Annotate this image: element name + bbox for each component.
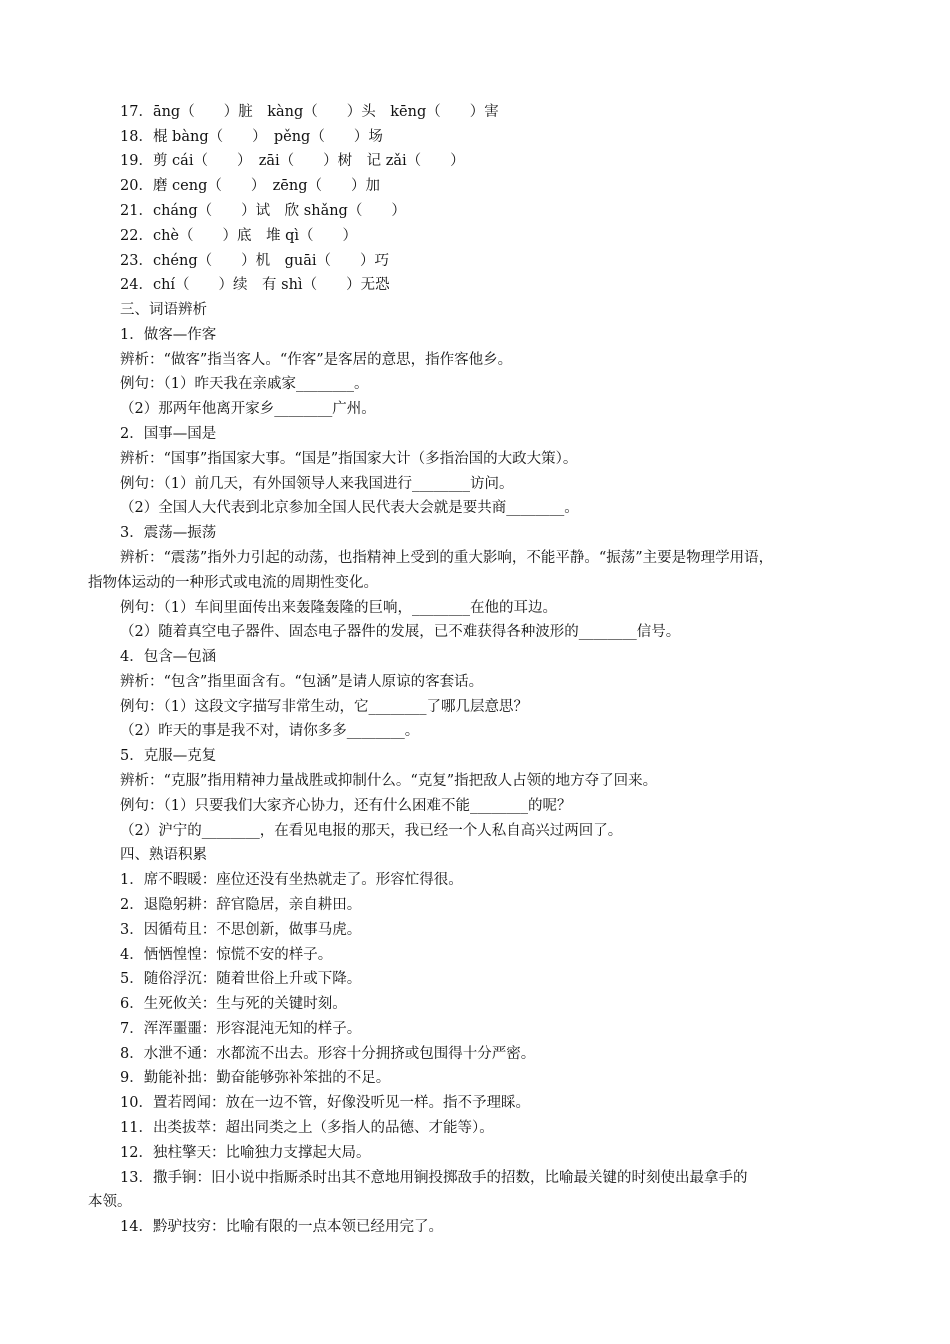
text-line: 12．独柱擎天：比喻独力支撑起大局。 — [120, 1145, 371, 1161]
item-title: 2．国事—国是 — [120, 426, 217, 442]
text-line: 5．随俗浮沉：随着世俗上升或下降。 — [120, 971, 362, 987]
text-line: 例句：（1）车间里面传出来轰隆轰隆的巨响，________在他的耳边。 — [120, 600, 557, 616]
text-line: 9．勤能补拙：勤奋能够弥补笨拙的不足。 — [120, 1070, 391, 1086]
text-line: 本领。 — [88, 1194, 132, 1210]
text-line: 3．因循苟且：不思创新，做事马虎。 — [120, 922, 362, 938]
text-line: 18．棍 bàng（ ） pěng（ ）场 — [120, 129, 383, 145]
text-line: 14．黔驴技穷：比喻有限的一点本领已经用完了。 — [120, 1219, 443, 1235]
text-line: 19．剪 cái（ ） zāi（ ）树 记 zǎi（ ） — [120, 153, 465, 169]
section-heading: 三、词语辨析 — [120, 302, 207, 318]
text-line: 10．置若罔闻：放在一边不管，好像没听见一样。指不予理睬。 — [120, 1095, 530, 1111]
text-line: （2）沪宁的________，在看见电报的那天，我已经一个人私自高兴过两回了。 — [120, 823, 623, 839]
text-line: 7．浑浑噩噩：形容混沌无知的样子。 — [120, 1021, 362, 1037]
text-line: 指物体运动的一种形式或电流的周期性变化。 — [88, 575, 378, 591]
text-line: 2．退隐躬耕：辞官隐居，亲自耕田。 — [120, 897, 362, 913]
item-title: 3．震荡—振荡 — [120, 525, 217, 541]
text-line: 8．水泄不通：水都流不出去。形容十分拥挤或包围得十分严密。 — [120, 1046, 536, 1062]
section-heading: 四、熟语积累 — [120, 847, 207, 863]
text-line: 辨析：“国事”指国家大事。“国是”指国家大计（多指治国的大政大策）。 — [120, 451, 578, 467]
text-line: 23．chéng（ ）机 guāi（ ）巧 — [120, 253, 390, 269]
text-line: 1．席不暇暖：座位还没有坐热就走了。形容忙得很。 — [120, 872, 463, 888]
text-line: 辨析：“克服”指用精神力量战胜或抑制什么。“克复”指把敌人占领的地方夺了回来。 — [120, 773, 658, 789]
text-line: 6．生死攸关：生与死的关键时刻。 — [120, 996, 347, 1012]
item-title: 1．做客—作客 — [120, 327, 217, 343]
text-line: 11．出类拔萃：超出同类之上（多指人的品德、才能等）。 — [120, 1120, 494, 1136]
text-line: 13．撒手锏：旧小说中指厮杀时出其不意地用锏投掷敌手的招数，比喻最关键的时刻使出最拿手的 — [120, 1170, 748, 1186]
text-line: （2）全国人大代表到北京参加全国人民代表大会就是要共商________。 — [120, 500, 579, 516]
text-line: 例句：（1）昨天我在亲戚家________。 — [120, 376, 369, 392]
text-line: 22．chè（ ）底 堆 qì（ ） — [120, 228, 358, 244]
item-title: 4．包含—包涵 — [120, 649, 217, 665]
text-line: （2）随着真空电子器件、固态电子器件的发展，已不难获得各种波形的________信号。 — [120, 624, 681, 640]
text-line: 17．āng（ ）脏 kàng（ ）头 kēng（ ）害 — [120, 104, 499, 120]
text-line: 辨析：“震荡”指外力引起的动荡，也指精神上受到的重大影响，不能平静。“振荡”主要是物理学用语， — [120, 550, 774, 566]
text-line: 4．恓恓惶惶：惊慌不安的样子。 — [120, 947, 333, 963]
text-line: 20．磨 ceng（ ） zēng（ ）加 — [120, 178, 380, 194]
text-line: 例句：（1）这段文字描写非常生动，它________了哪几层意思？ — [120, 699, 528, 715]
text-line: 例句：（1）前几天，有外国领导人来我国进行________访问。 — [120, 476, 514, 492]
text-line: 辨析：“包含”指里面含有。“包涵”是请人原谅的客套话。 — [120, 674, 484, 690]
text-line: 24．chí（ ）续 有 shì（ ）无恐 — [120, 277, 390, 293]
text-line: 例句：（1）只要我们大家齐心协力，还有什么困难不能________的呢？ — [120, 798, 572, 814]
item-title: 5．克服—克复 — [120, 748, 217, 764]
text-line: （2）那两年他离开家乡________广州。 — [120, 401, 376, 417]
text-line: 辨析：“做客”指当客人。“作客”是客居的意思，指作客他乡。 — [120, 352, 513, 368]
text-line: （2）昨天的事是我不对，请你多多________。 — [120, 723, 420, 739]
text-line: 21．cháng（ ）试 欣 shǎng（ ） — [120, 203, 406, 219]
